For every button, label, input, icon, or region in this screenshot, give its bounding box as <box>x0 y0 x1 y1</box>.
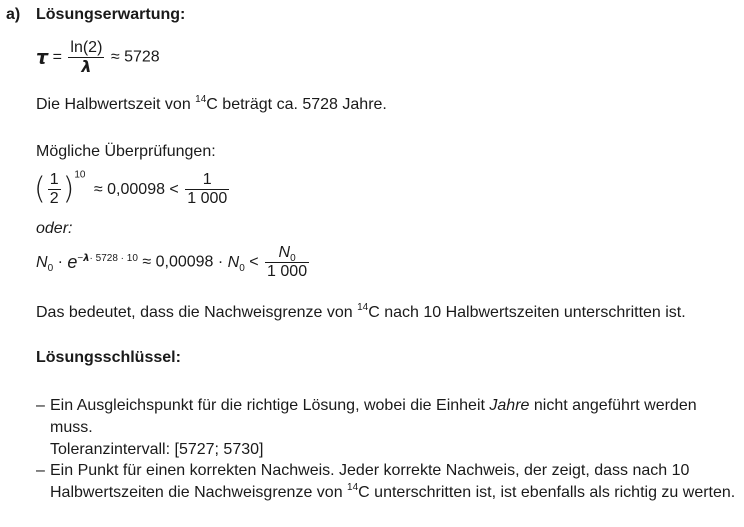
isotope-element: C <box>206 96 218 113</box>
approx-value: ≈ 0,00098 · <box>142 253 224 271</box>
list-item <box>36 460 736 504</box>
fraction-denominator: 1 000 <box>267 263 308 280</box>
text-segment: Die Halbwertszeit von <box>36 96 196 113</box>
sentence-meaning <box>36 304 686 322</box>
exp-minus: − <box>77 253 84 264</box>
italic-unit: Jahre <box>489 397 530 414</box>
n-symbol: N <box>278 244 291 261</box>
text-segment: unterschritten ist, ist ebenfalls als richtig zu werten. <box>369 484 736 501</box>
paren-close: ) <box>62 171 75 207</box>
or-label: oder: <box>36 220 73 237</box>
fraction-n0-thousand <box>265 245 309 280</box>
list-dash: – <box>36 462 45 479</box>
tau-symbol: τ <box>36 46 49 69</box>
list-dash: – <box>36 397 45 414</box>
tolerance-interval: Toleranzintervall: [5727; 5730] <box>50 441 264 458</box>
checks-heading: Mögliche Überprüfungen: <box>36 143 216 160</box>
fraction-ln2-lambda <box>68 40 104 75</box>
fraction-denominator: λ <box>81 57 92 76</box>
less-than: < <box>249 253 259 271</box>
isotope-mass: 14 <box>195 94 207 105</box>
exp-rest: · 5728 · 10 <box>89 253 138 264</box>
text-segment: nach 10 Halbwertszeiten unterschritten ist. <box>379 304 686 321</box>
fraction-numerator: ln(2) <box>70 39 103 56</box>
dot-operator: · <box>57 253 63 271</box>
n-symbol: N <box>227 253 240 271</box>
subscript: 0 <box>290 253 296 264</box>
approx-value: ≈ 0,00098 < <box>93 180 179 198</box>
text-segment: beträgt ca. 5728 Jahre. <box>217 96 387 113</box>
equation-half-power <box>34 169 231 207</box>
euler-e: e <box>67 252 78 272</box>
text-segment: Das bedeutet, dass die Nachweisgrenze von <box>36 304 358 321</box>
approx-value: ≈ 5728 <box>110 48 160 66</box>
heading-key: Lösungsschlüssel: <box>36 349 181 366</box>
subscript: 0 <box>47 262 54 274</box>
paren-open: ( <box>34 171 46 207</box>
isotope-mass: 14 <box>357 302 369 313</box>
isotope-element: C <box>358 484 370 501</box>
exp-lambda: λ <box>83 253 90 264</box>
equals-sign: = <box>52 48 62 66</box>
list-item <box>36 395 736 461</box>
isotope-element: C <box>368 304 380 321</box>
equation-exponential <box>36 245 311 280</box>
sentence-halflife <box>36 96 387 114</box>
equation-tau <box>36 40 160 75</box>
fraction-denominator: 1 000 <box>187 190 228 207</box>
fraction-denominator: 2 <box>49 190 59 207</box>
exponent: 10 <box>74 169 86 181</box>
subscript: 0 <box>239 262 245 274</box>
fraction-numerator: 1 <box>185 172 229 190</box>
text-segment: Ein Ausgleichspunkt für die richtige Lösung, wobei die Einheit <box>50 397 490 414</box>
text-segment: Ein Punkt für einen korrekten Nachweis. Jeder korrekte Nachweis, der zeigt, dass nach 10 Halbwertszeiten die Nachweisgrenze von <box>50 462 690 501</box>
text-segment: nicht angeführt werden muss. <box>50 397 697 436</box>
n-symbol: N <box>36 253 48 271</box>
fraction-one-thousandth <box>185 172 229 207</box>
heading-expectation: Lösungserwartung: <box>36 6 186 23</box>
part-label: a) <box>6 6 21 23</box>
fraction-one-half <box>48 172 61 207</box>
fraction-numerator: 1 <box>49 171 59 188</box>
isotope-mass: 14 <box>347 482 359 493</box>
